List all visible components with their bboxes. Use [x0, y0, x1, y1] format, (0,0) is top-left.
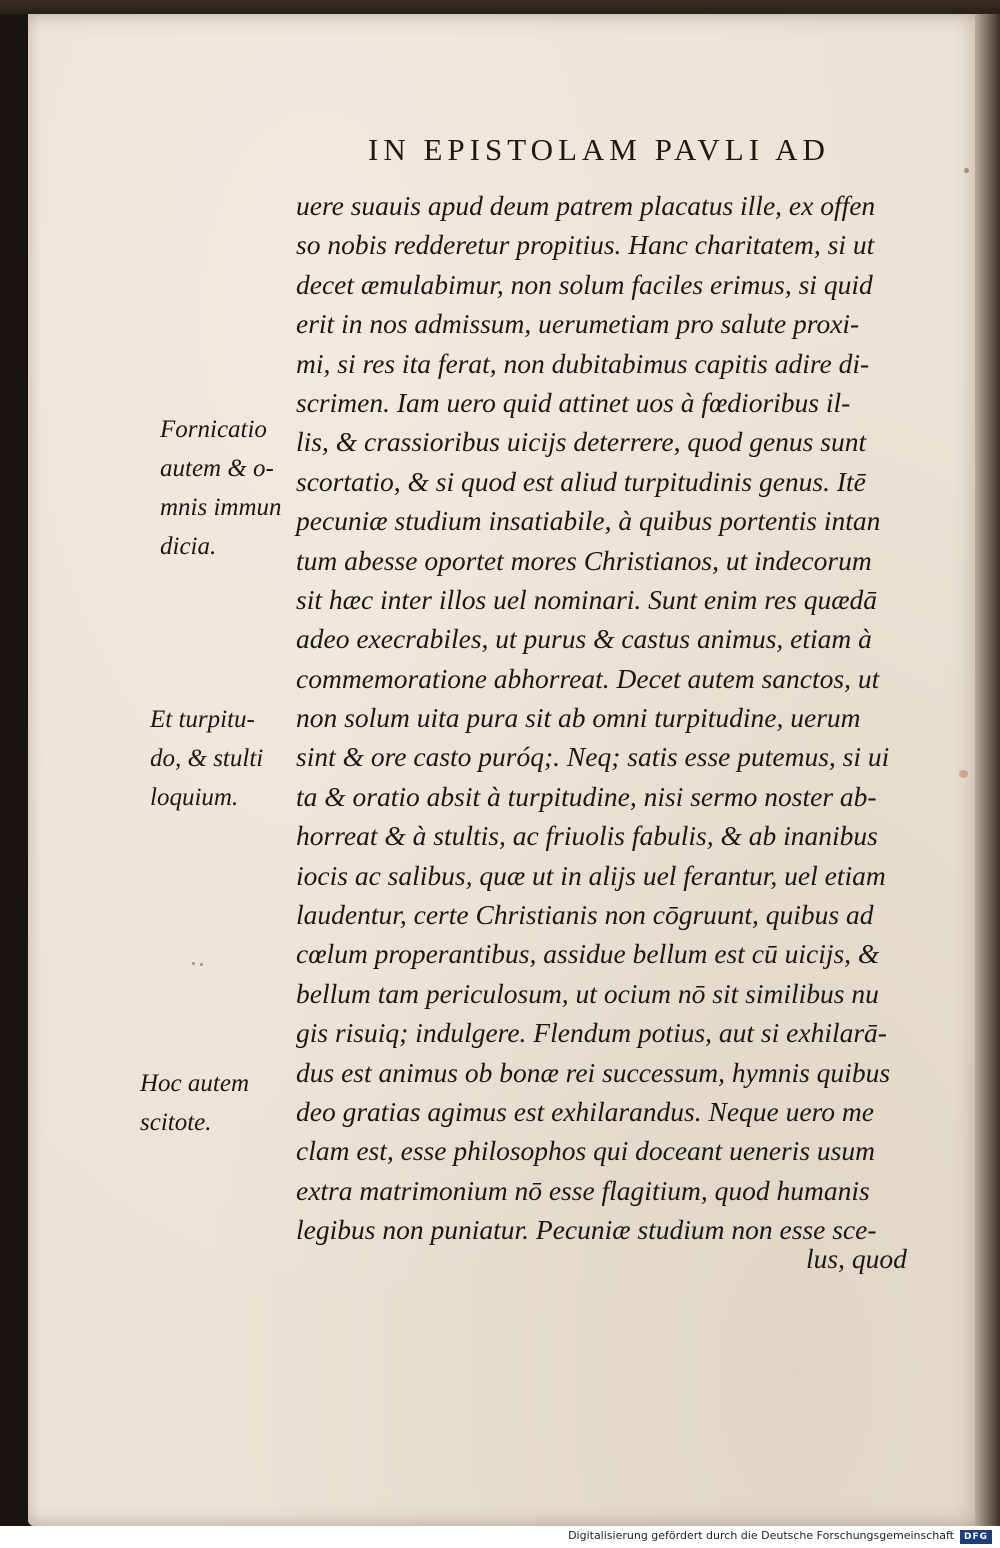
- text-line: sint & ore casto puróq;. Neq; satis esse putemus, si ui: [296, 741, 890, 773]
- gloss-line: loquium.: [150, 784, 239, 811]
- text-line: non solum uita pura sit ab omni turpitudine, uerum: [296, 702, 861, 734]
- dfg-logo: DFG: [960, 1530, 992, 1544]
- text-line: decet æmulabimur, non solum faciles erimus, si quid: [296, 268, 873, 300]
- text-line: tum abesse oportet mores Christianos, ut indecorum: [296, 544, 872, 576]
- ink-spot: [964, 168, 969, 173]
- text-line: pecuniæ studium insatiabile, à quibus portentis intan: [296, 505, 881, 537]
- gloss-line: scitote.: [140, 1109, 212, 1136]
- text-line: cœlum properantibus, assidue bellum est cū uicijs, &: [296, 938, 880, 970]
- text-line: bellum tam periculosum, ut ocium nō sit similibus nu: [296, 977, 879, 1009]
- text-line: adeo execrabiles, ut purus & castus animus, etiam à: [296, 623, 872, 655]
- text-line: so nobis redderetur propitius. Hanc charitatem, si ut: [296, 229, 875, 261]
- text-line: lis, & crassioribus uicijs deterrere, quod genus sunt: [296, 426, 867, 458]
- text-line: commemoratione abhorreat. Decet autem sanctos, ut: [296, 662, 880, 694]
- text-line: dus est animus ob bonæ rei successum, hymnis quibus: [296, 1056, 891, 1088]
- text-line: iocis ac salibus, quæ ut in alijs uel ferantur, uel etiam: [296, 859, 886, 891]
- text-line: scortatio, & si quod est aliud turpitudinis genus. Itē: [296, 465, 866, 497]
- marginal-gloss-fornicatio: [160, 410, 282, 566]
- text-line: laudentur, certe Christianis non cōgruunt, quibus ad: [296, 899, 874, 931]
- ink-spot: [192, 962, 195, 965]
- text-line: ta & oratio absit à turpitudine, nisi sermo noster ab-: [296, 780, 877, 812]
- text-line: erit in nos admissum, uerumetiam pro salute proxi-: [296, 308, 860, 340]
- page-gutter-shadow: [975, 14, 1000, 1526]
- text-line: extra matrimonium nō esse flagitium, quod humanis: [296, 1174, 870, 1206]
- marginal-gloss-turpitudo: [150, 700, 263, 817]
- main-text-block: [296, 186, 956, 1250]
- gloss-line: Fornicatio: [160, 416, 267, 443]
- running-head: IN EPISTOLAM PAVLI AD: [368, 132, 830, 167]
- gloss-line: mnis immun: [160, 494, 282, 521]
- text-line: deo gratias agimus est exhilarandus. Neque uero me: [296, 1095, 874, 1127]
- foxing-spot: [959, 770, 968, 778]
- text-line: uere suauis apud deum patrem placatus ille, ex offen: [296, 190, 876, 221]
- text-line: mi, si res ita ferat, non dubitabimus capitis adire di-: [296, 347, 870, 379]
- text-line: clam est, esse philosophos qui doceant ueneris usum: [296, 1135, 875, 1167]
- gloss-line: do, & stulti: [150, 745, 264, 772]
- text-line: horreat & à stultis, ac friuolis fabulis, & ab inanibus: [296, 820, 878, 852]
- text-line: legibus non puniatur. Pecuniæ studium non esse sce-: [296, 1214, 877, 1246]
- gloss-line: Et turpitu-: [150, 706, 255, 733]
- marginal-gloss-hoc-autem: [140, 1064, 249, 1142]
- text-line: gis risuiq; indulgere. Flendum potius, aut si exhilarā-: [296, 1017, 887, 1049]
- text-line: scrimen. Iam uero quid attinet uos à fœdioribus il-: [296, 386, 851, 418]
- catchword: lus, quod: [806, 1243, 907, 1274]
- gloss-line: Hoc autem: [140, 1070, 249, 1097]
- funding-credit: Digitalisierung gefördert durch die Deutsche Forschungsgemeinschaft: [568, 1529, 954, 1542]
- text-line: sit hæc inter illos uel nominari. Sunt enim res quædā: [296, 583, 878, 615]
- scan-background: [0, 0, 1000, 14]
- ink-spot: [200, 963, 203, 966]
- gloss-line: autem & o-: [160, 455, 274, 482]
- gloss-line: dicia.: [160, 533, 217, 560]
